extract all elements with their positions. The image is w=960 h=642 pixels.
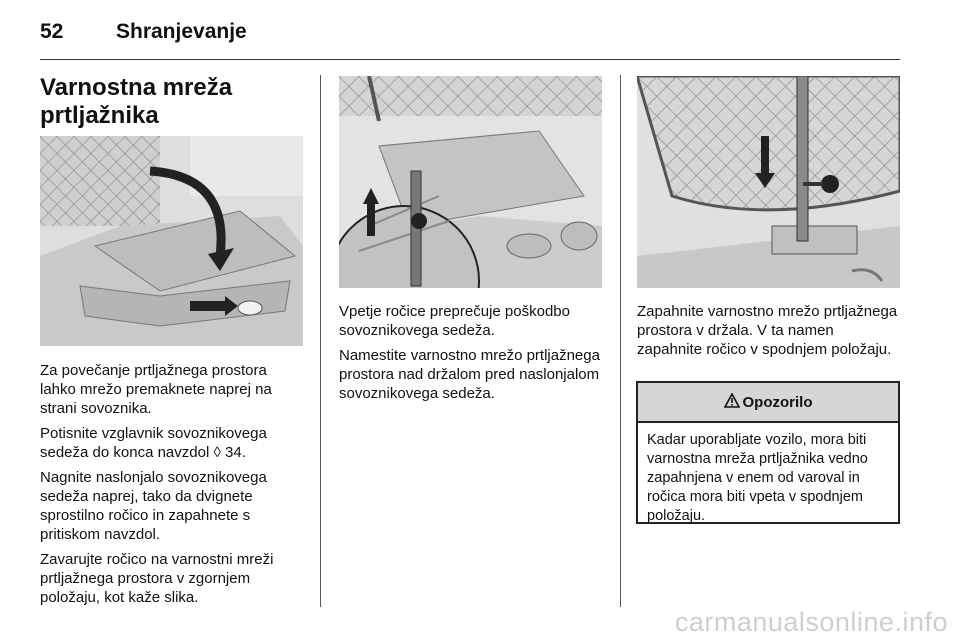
paragraph: Namestite varnostno mrežo prtljažnega prostora nad držalom pred naslonjalom sovoznikovega sedeža. [339, 347, 600, 402]
right-text [637, 302, 901, 365]
middle-text [339, 302, 601, 409]
header-rule [40, 59, 900, 60]
paragraph: Vpetje ročice preprečuje poškodbo sovoznikovega sedeža. [339, 303, 570, 339]
warning-box [636, 381, 900, 524]
left-text [40, 361, 302, 613]
figure-lever-upper [339, 76, 602, 288]
section-title: Shranjevanje [116, 20, 247, 43]
warning-triangle-icon [724, 393, 740, 412]
warning-text: Kadar uporabljate vozilo, mora biti varnostna mreža prtljažnika vedno zapahnjena v enem od varoval in ročica mora biti vpeta v spodnjem položaju. [647, 432, 868, 524]
paragraph: Potisnite vzglavnik sovoznikovega sedeža do konca navzdol ◊ 34. [40, 425, 267, 461]
column-divider-2 [620, 75, 621, 607]
figure-seat-fold [40, 136, 303, 346]
paragraph: Nagnite naslonjalo sovoznikovega sedeža naprej, tako da dvignete sprostilno ročico in zapahnete s pritiskom navzdol. [40, 469, 267, 543]
paragraph: Za povečanje prtljažnega prostora lahko mrežo premaknete naprej na strani sovoznika. [40, 362, 272, 417]
warning-header [638, 383, 898, 423]
watermark: carmanualsonline.info [674, 607, 948, 637]
figure-lever-lower [637, 76, 900, 288]
paragraph: Zapahnite varnostno mrežo prtljažnega prostora v držala. V ta namen zapahnite ročico v spodnjem položaju. [637, 303, 898, 358]
page-number: 52 [40, 20, 64, 43]
warning-title: Opozorilo [742, 393, 813, 411]
column-divider-1 [320, 75, 321, 607]
section-heading: Varnostna mreža prtljažnika [40, 74, 233, 129]
paragraph: Zavarujte ročico na varnostni mreži prtljažnega prostora v zgornjem položaju, kot kaže slika. [40, 551, 274, 606]
